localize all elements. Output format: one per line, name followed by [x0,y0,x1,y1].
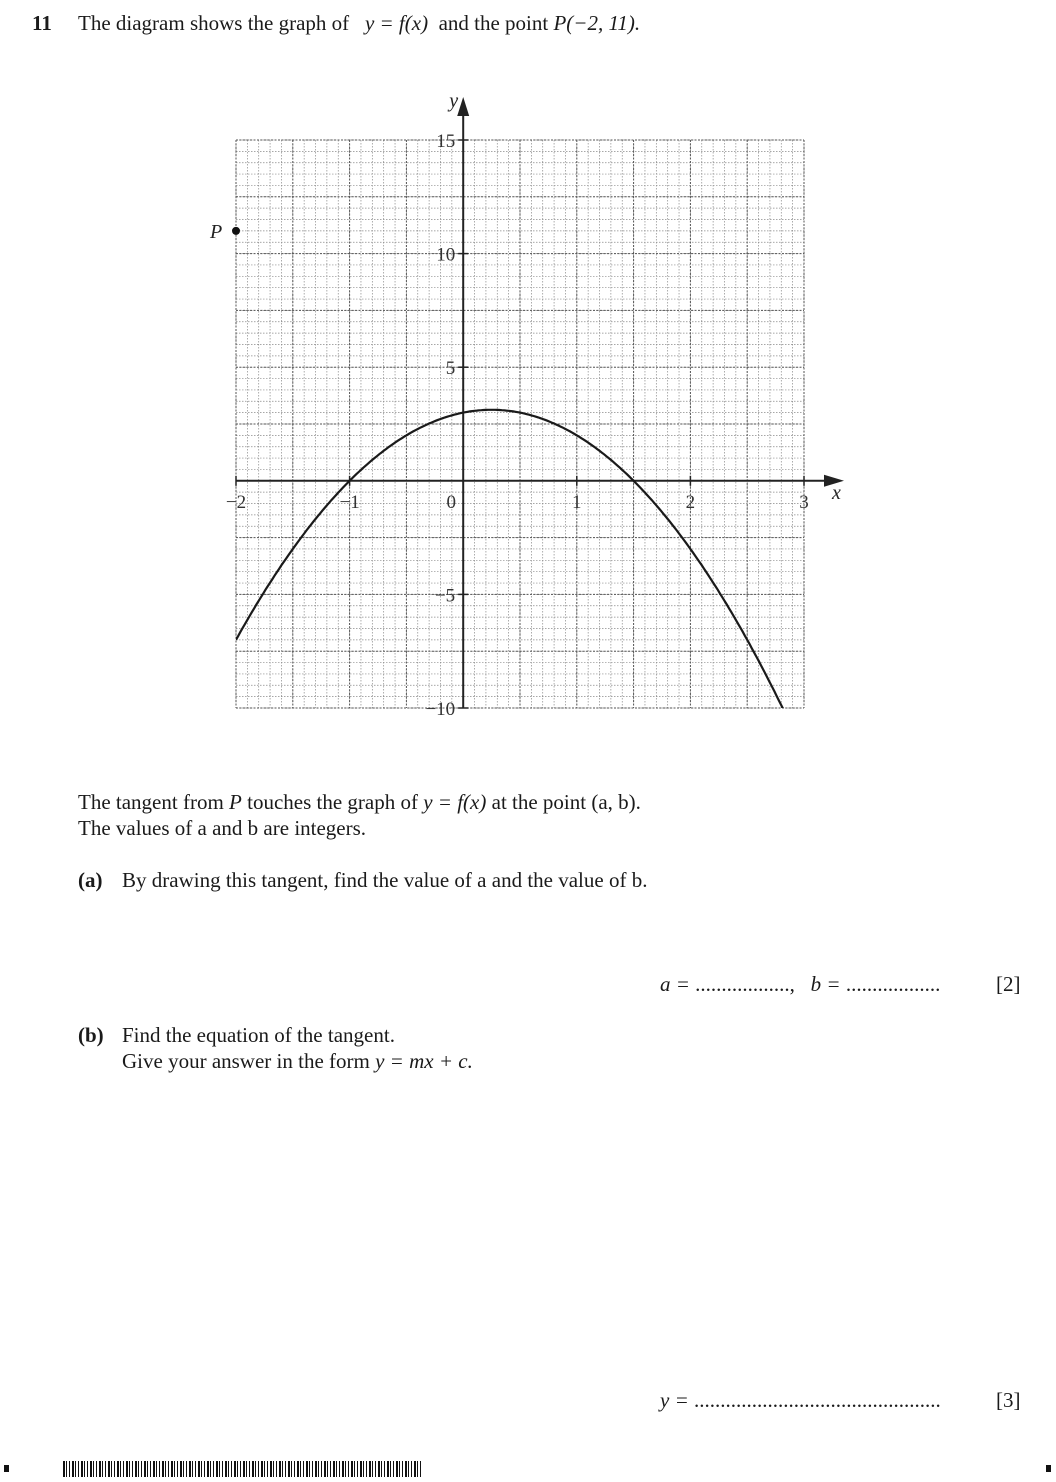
x-tick-label: 0 [446,491,456,513]
y-axis-label: y [449,90,459,112]
intro-point: P(−2, 11). [553,11,641,35]
y-axis-arrow [457,97,469,116]
corner-marker-left [4,1465,9,1472]
x-axis-label: x [832,481,841,504]
major-grid [236,140,804,708]
part-b-equation: y = mx + c. [375,1049,473,1073]
x-tick-label: 2 [685,491,696,513]
body-line-1 [78,789,641,815]
answer-y-field[interactable]: ............................................... [694,1388,941,1412]
part-b-line-2 [122,1048,473,1074]
answer-b-field[interactable]: .................. [845,972,941,996]
barcode [63,1461,423,1477]
part-a-marks: [2] [996,972,1021,996]
x-tick-label: 1 [572,491,582,513]
answer-b-label: b = [810,972,841,996]
body-text: The tangent from [78,790,224,814]
tick-labels [226,131,809,720]
answer-y-label: y = [660,1388,689,1412]
part-b-answer-line [660,1387,941,1413]
part-a-answer-line [660,971,940,997]
part-a-text: By drawing this tangent, find the value of a and the value of b. [122,868,648,892]
body-p: P [229,790,242,814]
intro-equation: y = f(x) [364,11,429,35]
x-tick-label: 3 [799,491,809,513]
point-p [232,227,240,235]
body-text: at the point (a, b). [491,790,641,814]
x-tick-label: −1 [339,491,360,513]
part-b-text: Give your answer in the form [122,1049,370,1073]
x-tick-label: −2 [225,491,247,513]
part-b-label: (b) [78,1023,104,1047]
intro-text: The diagram shows the graph of [78,11,350,35]
y-tick-label: −10 [425,699,456,720]
body-line-2: The values of a and b are integers. [78,816,367,840]
part-b-marks: [3] [996,1388,1021,1412]
question-number: 11 [32,11,52,35]
y-tick-label: −5 [434,585,456,607]
y-tick-label: 10 [436,244,456,266]
answer-a-field[interactable]: .................., [695,972,795,996]
y-tick-label: 5 [445,358,456,380]
answer-a-label: a = [660,972,690,996]
point-p-label: P [210,220,223,243]
intro-mid: and the point [438,11,549,35]
part-a-label: (a) [78,868,103,892]
y-tick-label: 15 [436,131,456,152]
part-b-line-1: Find the equation of the tangent. [122,1023,395,1047]
body-text: touches the graph of [247,790,418,814]
body-equation: y = f(x) [423,790,487,814]
corner-marker-right [1046,1465,1051,1472]
